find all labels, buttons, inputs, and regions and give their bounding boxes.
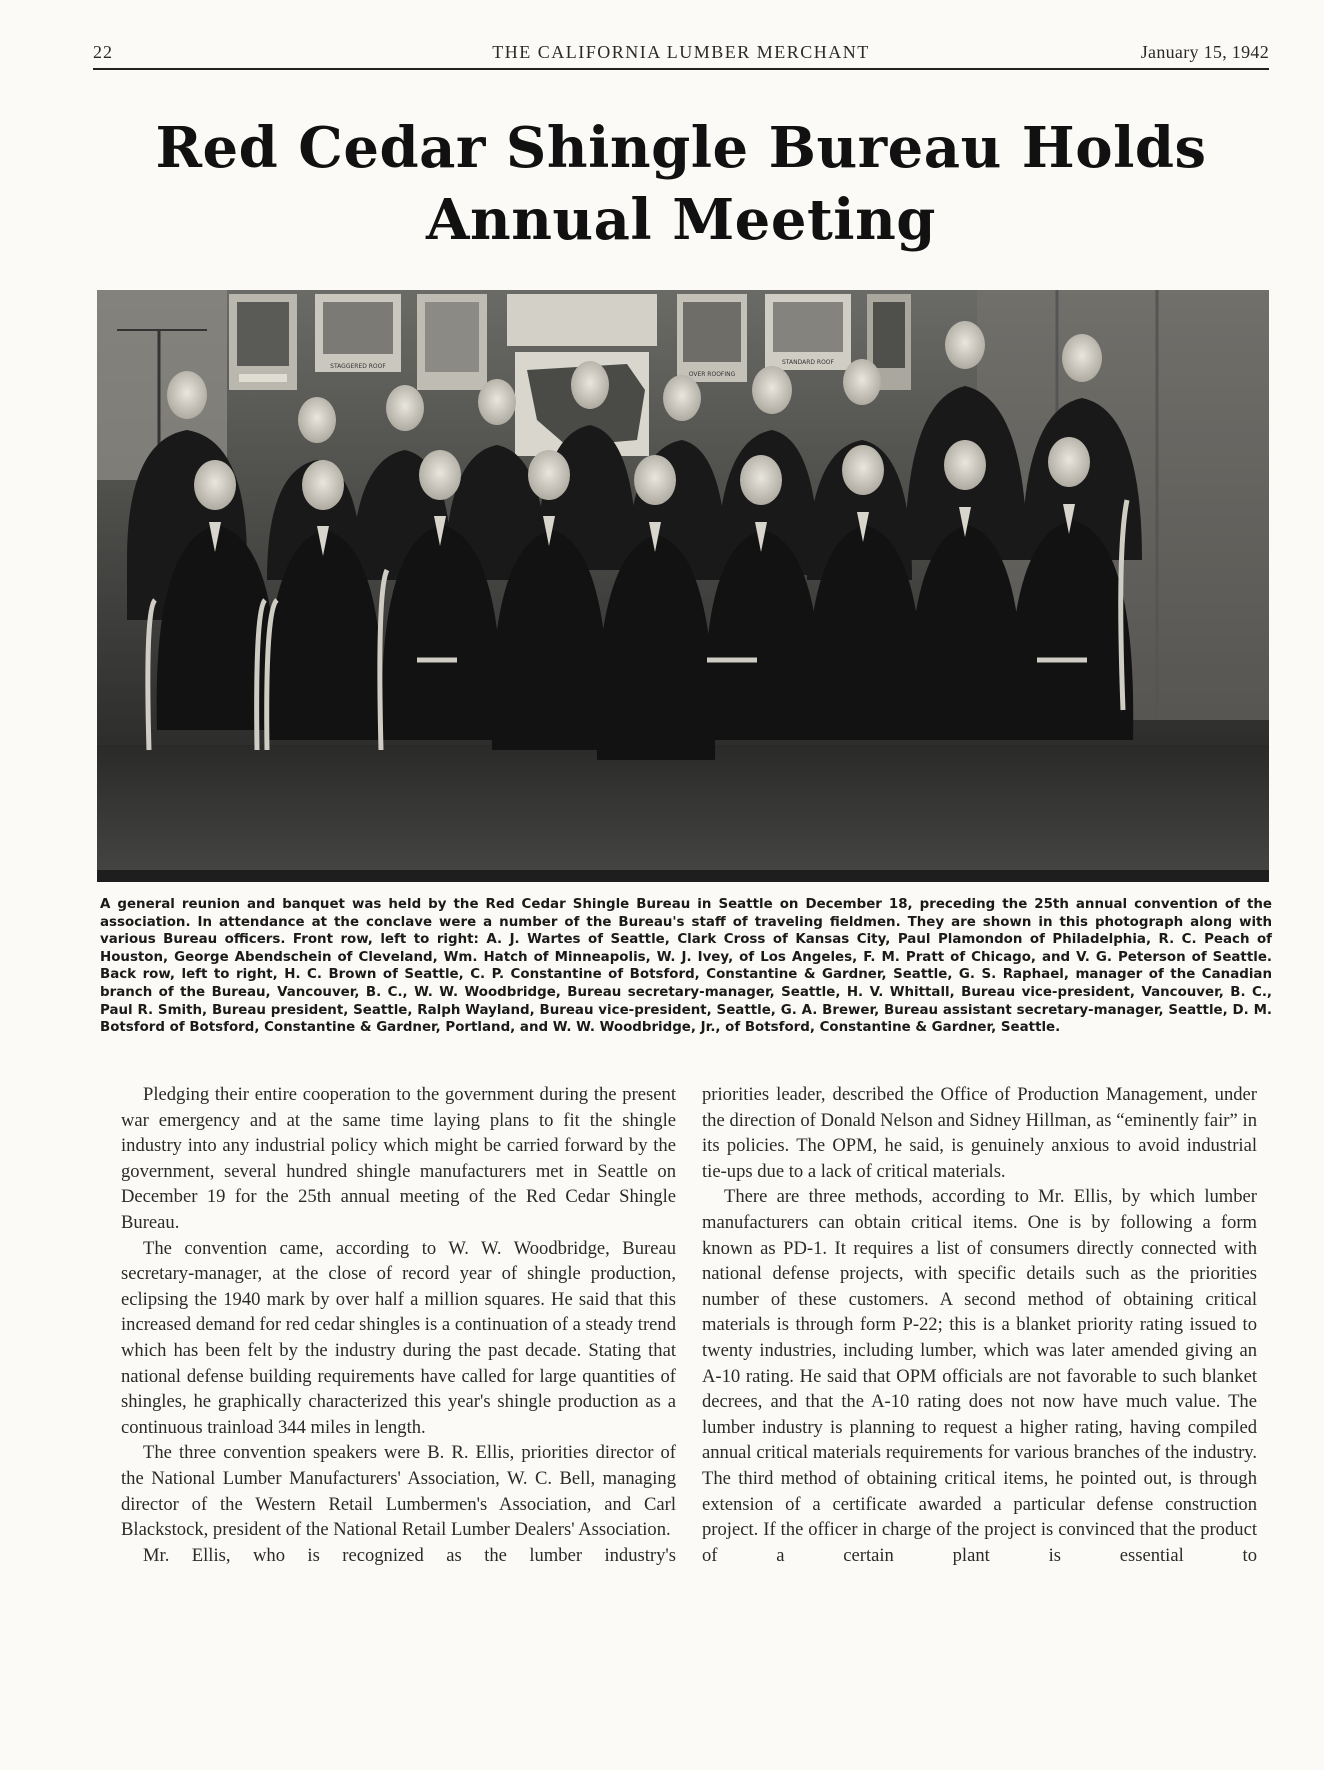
paragraph: priorities leader, described the Office of Production Management, under the direction of Donald Nelson and Sidney Hillman, as “eminently fair” in its policies. The OPM, he said, is genuinely anxious to avoid industrial tie-ups due to a lack of critical materials. (702, 1084, 1257, 1182)
paragraph: There are three methods, according to Mr. Ellis, by which lumber manufacturers can obtain critical items. One is by following a form known as PD-1. It requires a list of consumers directly connected with national defense projects, with specific details such as the priorities number of these customers. A second method of obtaining critical materials is through form P-22; this is a blanket priority rating issued to twenty industries, including lumber, which was later amended giving an A-10 rating. He said that OPM officials are not favorable to such blanket decrees, and that the A-10 rating does not now have much value. The lumber industry is planning to request a higher rating, having compiled annual critical materials requirements for various branches of the industry. The third method of obtaining critical items, he pointed out, is through extension of a certificate awarded a particular defense construction project. If the officer in charge of the project is convinced that the product of a certain plant is essential to (702, 1186, 1257, 1566)
body-column-right (702, 1082, 1257, 1568)
headline-line-1: Red Cedar Shingle Bureau Holds (155, 115, 1207, 181)
poster-label-2: OVER ROOFING (688, 371, 736, 378)
group-photograph (97, 290, 1269, 882)
photo-illustration (97, 290, 1269, 882)
header-rule (93, 68, 1269, 70)
issue-date: January 15, 1942 (1140, 42, 1269, 62)
running-header (93, 40, 1269, 68)
body-column-left (121, 1082, 676, 1568)
paragraph: Mr. Ellis, who is recognized as the lumber industry's (143, 1544, 676, 1566)
paragraph: The three convention speakers were B. R. Ellis, priorities director of the National Lumber Manufacturers' Association, W. C. Bell, managing director of the Western Retail Lumbermen's Association, and Carl Blackstock, president of the National Retail Lumber Dealers' Association. (121, 1442, 676, 1541)
poster-label-3: STANDARD ROOF (782, 359, 834, 366)
photo-caption: A general reunion and banquet was held by the Red Cedar Shingle Bureau in Seattle on December 18, preceding the 25th annual convention of the association. In attendance at the conclave were a number of the Bureau's staff of traveling fieldmen. They are shown in this photograph along with various Bureau officers. Front row, left to right: A. J. Wartes of Seattle, Clark Cross of Kansas City, Paul Plamondon of Philadelphia, R. C. Peach of Houston, George Abendschein of Cleveland, Wm. Hatch of Minneapolis, W. J. Ivey, of Los Angeles, F. M. Pratt of Chicago, and V. G. Peterson of Seattle. Back row, left to right, H. C. Brown of Seattle, C. P. Constantine of Botsford, Constantine & Gardner, Seattle, G. S. Raphael, manager of the Canadian branch of the Bureau, Vancouver, B. C., W. W. Woodbridge, Bureau secretary-manager, Seattle, H. V. Whittall, Bureau vice-president, Vancouver, B. C., Paul R. Smith, Bureau president, Seattle, Ralph Wayland, Bureau vice-president, Seattle, G. A. Brewer, Bureau assistant secretary-manager, Seattle, D. M. Botsford of Botsford, Constantine & Gardner, Portland, and W. W. Woodbridge, Jr., of Botsford, Constantine & Gardner, Seattle. (100, 897, 1272, 1036)
poster-label-1: STAGGERED ROOF (330, 363, 386, 370)
headline-line-2: Annual Meeting (426, 187, 936, 253)
page-number: 22 (93, 42, 113, 62)
paragraph: Pledging their entire cooperation to the government during the present war emergency and at the same time laying plans to fit the shingle industry into any industrial policy which might be carried forward by the government, several hundred shingle manufacturers met in Seattle on December 19 for the 25th annual meeting of the Red Cedar Shingle Bureau. (121, 1084, 676, 1233)
paragraph: The convention came, according to W. W. Woodbridge, Bureau secretary-manager, at the close of record year of shingle production, eclipsing the 1940 mark by over half a million squares. He said that this increased demand for red cedar shingles is a continuation of a steady trend which has been felt by the industry during the past decade. Stating that national defense building requirements have called for large quantities of shingles, he graphically characterized this year's shingle production as a continuous trainload 344 miles in length. (121, 1237, 676, 1438)
publication-title: THE CALIFORNIA LUMBER MERCHANT (492, 42, 870, 62)
article-headline (93, 112, 1269, 256)
